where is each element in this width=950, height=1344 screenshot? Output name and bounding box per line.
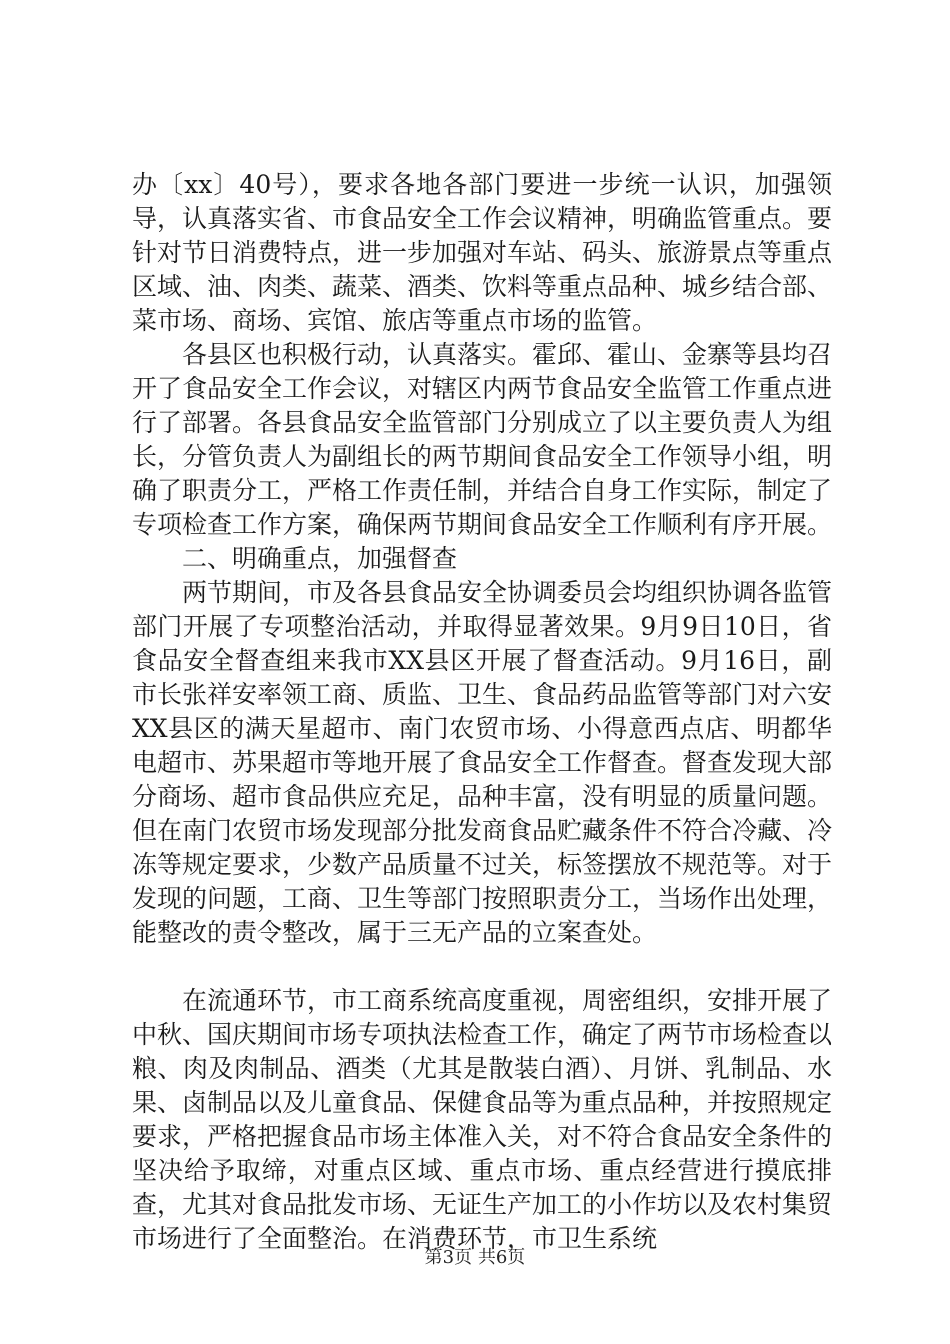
paragraph-continued: 办〔xx〕40号），要求各地各部门要进一步统一认识，加强领导，认真落实省、市食品安全工作会议精神，明确监管重点。要针对节日消费特点，进一步加强对车站、码头、旅游景点等重点区域、油、肉类、蔬菜、酒类、饮料等重点品种、城乡结合部、菜市场、商场、宾馆、旅店等重点市场的监管。 (132, 170, 833, 335)
document-body (132, 168, 832, 1256)
paragraph-inspection: 两节期间，市及各县食品安全协调委员会均组织协调各监管部门开展了专项整治活动，并取得显著效果。9月9日10日，省食品安全督查组来我市XX县区开展了督查活动。9月16日，副市长张祥安率领工商、质监、卫生、食品药品监管等部门对六安XX县区的满天星超市、南门农贸市场、小得意西点店、明都华电超市、苏果超市等地开展了食品安全工作督查。督查发现大部分商场、超市食品供应充足，品种丰富，没有明显的质量问题。但在南门农贸市场发现部分批发商食品贮藏条件不符合冷藏、冷冻等规定要求，少数产品质量不过关，标签摆放不规范等。对于发现的问题，工商、卫生等部门按照职责分工，当场作出处理，能整改的责令整改，属于三无产品的立案查处。 (132, 578, 833, 947)
paragraph-spacer (132, 950, 832, 984)
paragraph-county-action: 各县区也积极行动，认真落实。霍邱、霍山、金寨等县均召开了食品安全工作会议，对辖区内两节食品安全监管工作重点进行了部署。各县食品安全监管部门分别成立了以主要负责人为组长，分管负责人为副组长的两节期间食品安全工作领导小组，明确了职责分工，严格工作责任制，并结合自身工作实际，制定了专项检查工作方案，确保两节期间食品安全工作顺利有序开展。 (132, 340, 833, 539)
paragraph-circulation: 在流通环节，市工商系统高度重视，周密组织，安排开展了中秋、国庆期间市场专项执法检查工作，确定了两节市场检查以粮、肉及肉制品、酒类（尤其是散装白酒）、月饼、乳制品、水果、卤制品以及儿童食品、保健食品等为重点品种，并按照规定要求，严格把握食品市场主体准入关，对不符合食品安全条件的坚决给予取缔，对重点区域、重点市场、重点经营进行摸底排查，尤其对食品批发市场、无证生产加工的小作坊以及农村集贸市场进行了全面整治。在消费环节，市卫生系统 (132, 986, 833, 1253)
page-number-footer: 第3页 共6页 (424, 1247, 526, 1268)
section-heading: 二、明确重点，加强督查 (182, 544, 458, 573)
